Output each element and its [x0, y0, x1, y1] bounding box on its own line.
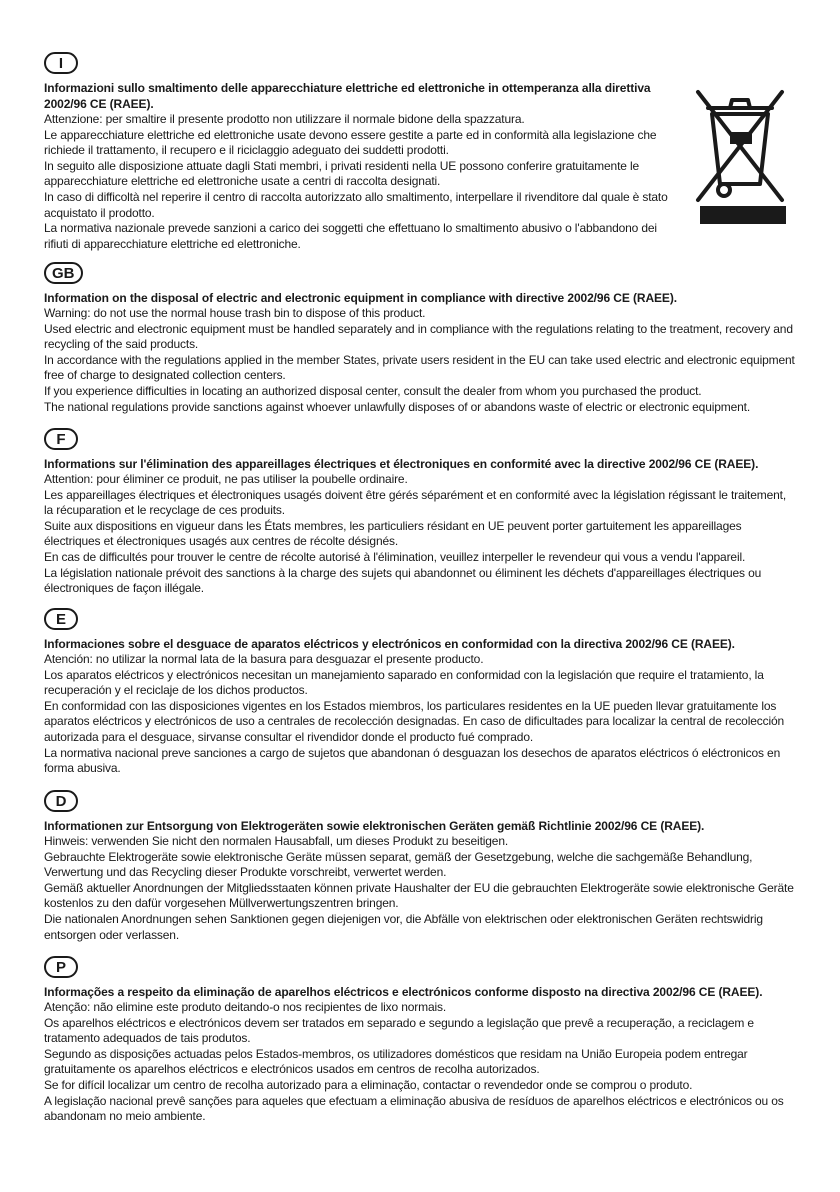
section-heading: Information on the disposal of electric and electronic equipment in compliance with directive 2002/96 CE (RAEE).: [44, 291, 677, 305]
section-heading: Informazioni sullo smaltimento delle apparecchiature elettriche ed elettroniche in ottemperanza alla direttiva 2002/96 CE (RAEE).: [44, 81, 651, 111]
paragraph: Les appareillages électriques et électroniques usagés doivent être gérés séparément et en conformité avec la législation régissant le traitement, la récuparation et le recyclage de ces produits.: [44, 487, 787, 518]
paragraph: Warning: do not use the normal house trash bin to dispose of this product.: [44, 306, 426, 320]
language-badge-p: P: [44, 956, 78, 978]
section-english: [44, 262, 796, 415]
section-heading: Informationen zur Entsorgung von Elektrogeräten sowie elektronischen Geräten gemäß Richtlinie 2002/96 CE (RAEE).: [44, 819, 705, 833]
paragraph: Os aparelhos eléctricos e electrónicos devem ser tratados em separado e segundo a legislação que prevê a recuperação, a reciclagem e tratamento adequados de tais produtos.: [44, 1015, 754, 1046]
paragraph: Suite aux dispositions en vigueur dans les États membres, les particuliers résidant en UE peuvent porter gartuitement les appareillages électriques et électroniques usagés aux centres de récolte désignés.: [44, 518, 742, 549]
paragraph: Attention: pour éliminer ce produit, ne pas utiliser la poubelle ordinaire.: [44, 472, 408, 486]
paragraph: Gemäß aktueller Anordnungen der Mitgliedsstaaten können private Haushalter der EU die gebrauchten Elektrogeräte sowie elektronische Geräte kostenlos zu den dafür vorgesehen Müllverwertungszentren bringen.: [44, 880, 794, 911]
paragraph: Gebrauchte Elektrogeräte sowie elektronische Geräte müssen separat, gemäß der Gesetzgebung, welche die sachgemäße Behandlung, Verwertung und das Recycling dieser Produkte vorschreibt, verwertet werden.: [44, 849, 753, 880]
paragraph: Se for difícil localizar um centro de recolha autorizado para a eliminação, contactar o revendedor onde se comprou o produto.: [44, 1077, 693, 1092]
paragraph: Los aparatos eléctricos y electrónicos necesitan un manejamiento saparado en conformidad con la legislación que require el tratamiento, la recuperación y el reciclaje de los dichos productos.: [44, 667, 764, 698]
section-heading: Informações a respeito da eliminação de aparelhos eléctricos e electrónicos conforme disposto na directiva 2002/96 CE (RAEE).: [44, 985, 763, 999]
section-spanish: [44, 608, 796, 777]
language-badge-e: E: [44, 608, 78, 630]
language-badge-f: F: [44, 428, 78, 450]
section-heading: Informaciones sobre el desguace de aparatos eléctricos y electrónicos en conformidad con la directiva 2002/96 CE (RAEE).: [44, 637, 735, 651]
paragraph: La normativa nacional preve sanciones a cargo de sujetos que abandonan ó desguazan los desechos de aparatos eléctricos ó eléctronicos en forma abusiva.: [44, 745, 781, 776]
paragraph: Die nationalen Anordnungen sehen Sanktionen gegen diejenigen vor, die Abfälle von elektrischen oder elektronischen Geräten rechtswidrig entsorgen oder verlassen.: [44, 911, 763, 942]
paragraph: En cas de difficultés pour trouver le centre de récolte autorisé à l'élimination, veuillez interpeller le revendeur qui vous a vendu l'appareil.: [44, 549, 746, 564]
paragraph: Atenção: não elimine este produto deitando-o nos recipientes de lixo normais.: [44, 1000, 447, 1014]
paragraph: Hinweis: verwenden Sie nicht den normalen Hausabfall, um dieses Produkt zu beseitigen.: [44, 834, 509, 848]
paragraph: Segundo as disposições actuadas pelos Estados-membros, os utilizadores domésticos que residam na União Europeia podem entregar gratuitamente os aparelhos eléctricos e electrónicos usados em centros de recolha autorizados.: [44, 1046, 748, 1077]
paragraph: The national regulations provide sanctions against whoever unlawfully disposes of or abandons waste of electric or electronic equipment.: [44, 399, 751, 414]
paragraph: Le apparecchiature elettriche ed elettroniche usate devono essere gestite a parte ed in conformità alla legislazione che richiede il trattamento, il recupero e il riciclaggio adeguato dei suddetti prodotti.: [44, 127, 657, 158]
section-italian: [44, 52, 684, 252]
weee-underline-bar: [700, 206, 786, 224]
section-heading: Informations sur l'élimination des appareillages électriques et électroniques en conformité avec la directive 2002/96 CE (RAEE).: [44, 457, 759, 471]
paragraph: Used electric and electronic equipment must be handled separately and in compliance with the regulations relating to the treatment, recovery and recycling of the said products.: [44, 321, 793, 352]
section-french: [44, 428, 796, 597]
paragraph: La normativa nazionale prevede sanzioni a carico dei soggetti che effettuano lo smaltimento abusivo o l'abbandono dei rifiuti di apparecchiature elettriche ed elettroniche.: [44, 221, 657, 251]
language-badge-d: D: [44, 790, 78, 812]
language-badge-gb: GB: [44, 262, 83, 284]
paragraph: Atención: no utilizar la normal lata de la basura para desguazar el presente producto.: [44, 652, 484, 666]
paragraph: In caso di difficoltà nel reperire il centro di raccolta autorizzato allo smaltimento, interpellare il rivenditore dal quale è stato acquistato il prodotto.: [44, 189, 668, 220]
paragraph: La législation nationale prévoit des sanctions à la charge des sujets qui abandonnet ou éliminent les déchets d'appareillages électriques ou électroniques de façon illégale.: [44, 565, 762, 596]
language-badge-i: I: [44, 52, 78, 74]
paragraph: If you experience difficulties in locating an authorized disposal center, consult the dealer from whom you purchased the product.: [44, 383, 702, 398]
section-portuguese: [44, 956, 796, 1125]
section-german: [44, 790, 796, 943]
paragraph: En conformidad con las disposiciones vigentes en los Estados miembros, los particulares residentes en la UE pueden llevar gratuitamente los aparatos eléctricos y electrónicos de uso a centrales de recolección designadas. En caso de dificultades para localizar la central de recolección autorizada para el desguace, sirvanse consultar el rivendidor donde el producto fué comprado.: [44, 698, 785, 744]
paragraph: In accordance with the regulations applied in the member States, private users resident in the EU can take used electric and electronic equipment free of charge to designated collection centers.: [44, 352, 795, 383]
paragraph: A legislação nacional prevê sanções para aqueles que efectuam a eliminação abusiva de resíduos de aparelhos eléctricos e electrónicos ou os abandonam no meio ambiente.: [44, 1093, 784, 1124]
paragraph: Attenzione: per smaltire il presente prodotto non utilizzare il normale bidone della spazzatura.: [44, 112, 525, 126]
paragraph: In seguito alle disposizione attuate dagli Stati membri, i privati residenti nella UE possono conferire gratuitamente le apparecchiature elettriche ed elettroniche usate a centri di raccolta designati.: [44, 158, 639, 189]
